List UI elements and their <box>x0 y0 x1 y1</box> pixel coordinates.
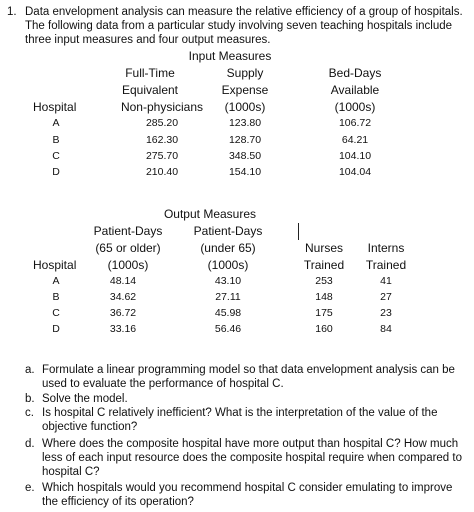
output-row-d-v2: 56.46 <box>214 323 242 335</box>
input-col2-header-line3: (1000s) <box>224 100 266 114</box>
output-row-d-v3: 160 <box>315 323 333 335</box>
input-row-d-v1: 210.40 <box>145 166 179 178</box>
output-col1-header-line3: (1000s) <box>107 258 149 272</box>
output-table-title: Output Measures <box>163 207 257 221</box>
output-row-b-v4: 27 <box>380 291 392 303</box>
question-c-line1: Is hospital C relatively inefficient? What is the interpretation of the value of the <box>42 407 438 419</box>
input-row-a-v3: 106.72 <box>338 117 372 129</box>
output-col2-header-line1: Patient-Days <box>193 224 263 238</box>
question-d-line1: Where does the composite hospital have more output than hospital C? How much <box>42 438 459 450</box>
input-row-a-v2: 123.80 <box>228 117 262 129</box>
question-a-line2: used to evaluate the performance of hospital C. <box>42 378 284 390</box>
input-row-c-v2: 348.50 <box>228 150 262 162</box>
output-row-c-v4: 23 <box>380 307 392 319</box>
input-row-a-hospital: A <box>52 117 60 129</box>
output-row-c-v2: 45.98 <box>214 307 242 319</box>
input-hospital-header: Hospital <box>33 100 77 114</box>
output-row-a-v2: 43.10 <box>214 275 242 287</box>
intro-line-2: The following data from a particular study involving seven teaching hospitals include <box>25 20 453 32</box>
question-d-line3: hospital C? <box>42 466 100 478</box>
output-row-b-hospital: B <box>52 291 60 303</box>
output-hospital-header: Hospital <box>33 258 77 272</box>
question-d-line2: less of each input resource does the composite hospital require when compared to <box>42 452 462 464</box>
output-row-a-v3: 253 <box>315 275 333 287</box>
output-col3-header-line1: Nurses <box>304 241 343 255</box>
input-col2-header-line1: Supply <box>226 66 264 80</box>
input-col3-header-line2: Available <box>330 83 380 97</box>
output-row-c-hospital: C <box>52 307 60 319</box>
output-row-d-v4: 84 <box>380 323 392 335</box>
output-row-c-v1: 36.72 <box>109 307 137 319</box>
question-a-letter: a. <box>25 364 35 376</box>
input-table-title: Input Measures <box>188 49 272 63</box>
input-col1-header-line2: Equivalent <box>121 83 179 97</box>
input-row-d-v2: 154.10 <box>228 166 262 178</box>
output-col4-header-line2: Trained <box>365 258 407 272</box>
input-col3-header-line1: Bed-Days <box>328 66 382 80</box>
question-b-line1: Solve the model. <box>42 393 128 405</box>
output-col2-header-line3: (1000s) <box>207 258 249 272</box>
input-row-b-v2: 128.70 <box>228 134 262 146</box>
output-col4-header-line1: Interns <box>367 241 405 255</box>
output-row-b-v2: 27.11 <box>215 291 241 303</box>
output-col2-header-line2: (under 65) <box>200 241 256 255</box>
output-row-b-v3: 148 <box>315 291 333 303</box>
input-row-d-v3: 104.04 <box>338 166 372 178</box>
input-row-c-v1: 275.70 <box>145 150 179 162</box>
output-col3-header-line2: Trained <box>303 258 345 272</box>
question-b-letter: b. <box>25 393 35 405</box>
input-row-b-v1: 162.30 <box>145 134 179 146</box>
input-row-b-v3: 64.21 <box>341 134 369 146</box>
problem-number: 1. <box>7 6 17 18</box>
text-cursor <box>298 223 299 240</box>
input-row-b-hospital: B <box>52 134 60 146</box>
output-row-c-v3: 175 <box>315 307 333 319</box>
question-c-line2: objective function? <box>42 421 138 433</box>
output-row-a-v4: 41 <box>380 275 392 287</box>
question-e-line1: Which hospitals would you recommend hospital C consider emulating to improve <box>42 482 453 494</box>
input-row-c-hospital: C <box>52 150 60 162</box>
question-c-letter: c. <box>25 407 34 419</box>
output-row-b-v1: 34.62 <box>109 291 137 303</box>
intro-line-1: Data envelopment analysis can measure the relative efficiency of a group of hospitals. <box>25 6 463 18</box>
input-row-d-hospital: D <box>52 166 60 178</box>
input-col1-header-line1: Full-Time <box>125 66 175 80</box>
input-row-a-v1: 285.20 <box>145 117 179 129</box>
input-row-c-v3: 104.10 <box>338 150 372 162</box>
input-col1-header-line3: Non-physicians <box>120 100 204 114</box>
question-d-letter: d. <box>25 438 35 450</box>
output-row-a-v1: 48.14 <box>109 275 137 287</box>
question-e-letter: e. <box>25 482 35 494</box>
output-col1-header-line1: Patient-Days <box>93 224 163 238</box>
input-col2-header-line2: Expense <box>221 83 269 97</box>
input-col3-header-line3: (1000s) <box>334 100 376 114</box>
intro-line-3: three input measures and four output measures. <box>25 34 271 46</box>
output-row-d-hospital: D <box>52 323 60 335</box>
output-row-d-v1: 33.16 <box>109 323 137 335</box>
output-col1-header-line2: (65 or older) <box>95 241 161 255</box>
output-row-a-hospital: A <box>52 275 60 287</box>
question-e-line2: the efficiency of its operation? <box>42 496 194 508</box>
question-a-line1: Formulate a linear programming model so that data envelopment analysis can be <box>42 364 455 376</box>
